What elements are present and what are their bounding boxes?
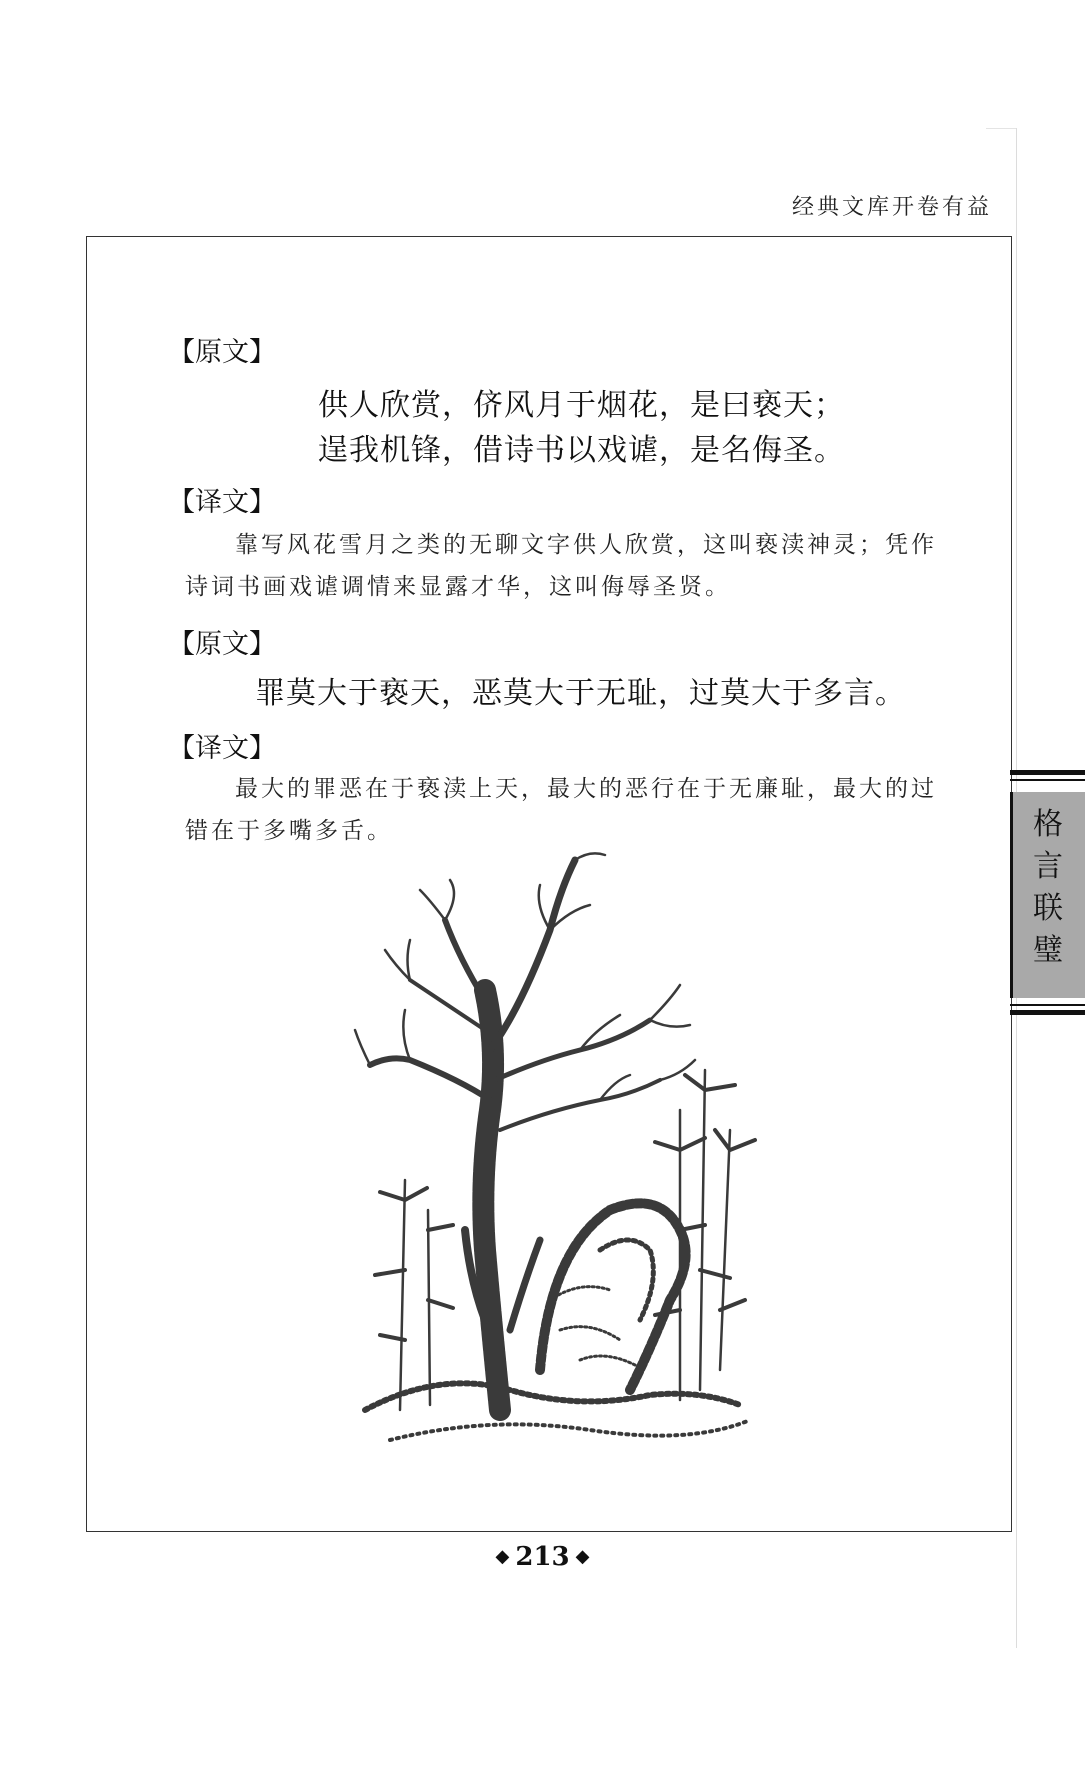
side-chapter-tab [1010,770,1085,1020]
tab-chapter-title [1028,804,1068,972]
section-label-original-1: 【原文】 [168,337,276,368]
tab-rule-top-thin [1010,779,1085,781]
tab-char-3: 联 [1033,891,1063,926]
translation-paragraph-1 [185,524,941,608]
tab-char-4: 璧 [1033,933,1063,968]
translation-paragraph-2 [185,768,941,852]
tab-rule-bottom-thin [1010,1004,1085,1006]
page-number-value: 213 [515,1542,570,1572]
original-text-line-1: 供人欣赏，侪风月于烟花，是曰亵天； [318,388,845,423]
translation-line-1: 靠写风花雪月之类的无聊文字供人欣赏，这叫亵渎神灵；凭作 [235,532,937,558]
translation-line-4: 错在于多嘴多舌。 [185,818,393,844]
translation-line-3: 最大的罪恶在于亵渎上天，最大的恶行在于无廉耻，最大的过 [235,776,937,802]
running-header: 经典文库开卷有益 [791,195,992,220]
top-corner-line [986,128,1016,129]
section-label-original-2: 【原文】 [168,629,276,660]
tab-rule-top [1010,770,1085,775]
ornament-left-icon: ◆ [495,1546,510,1567]
tab-char-1: 格 [1033,807,1063,842]
tab-char-2: 言 [1033,849,1063,884]
section-label-translation-1: 【译文】 [168,487,276,518]
translation-line-2: 诗词书画戏谑调情来显露才华，这叫侮辱圣贤。 [185,574,731,600]
ornament-right-icon: ◆ [575,1546,590,1567]
original-text-line-3: 罪莫大于亵天，恶莫大于无耻，过莫大于多言。 [255,676,906,711]
page-number [0,1542,1085,1572]
original-text-line-2: 逞我机锋，借诗书以戏谑，是名侮圣。 [318,433,845,468]
tree-illustration [350,850,800,1460]
section-label-translation-2: 【译文】 [168,733,276,764]
tab-rule-bottom [1010,1010,1085,1015]
